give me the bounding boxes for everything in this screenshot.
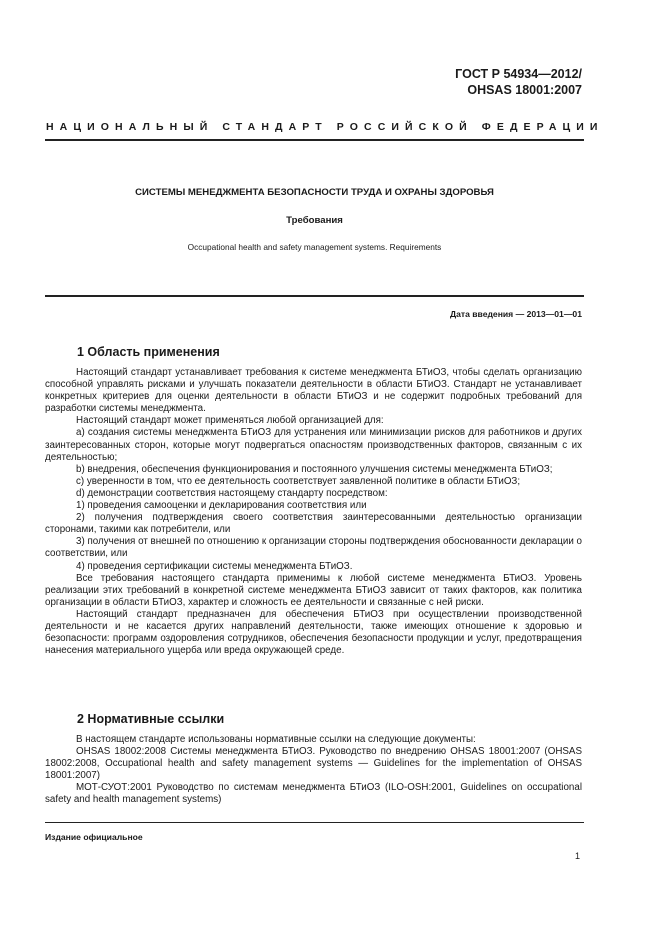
- list-item: 2) получения подтверждения своего соответствия заинтересованными деятельностью организации сторонами, такими как потребители, или: [45, 512, 582, 536]
- document-title: СИСТЕМЫ МЕНЕДЖМЕНТА БЕЗОПАСНОСТИ ТРУДА И ОХРАНЫ ЗДОРОВЬЯ: [135, 187, 494, 198]
- section-2-heading: 2 Нормативные ссылки: [77, 712, 225, 726]
- standard-code-line-2: OHSAS 18001:2007: [467, 83, 582, 97]
- paragraph: Настоящий стандарт может применяться любой организацией для:: [76, 415, 384, 427]
- list-item: а) создания системы менеджмента БТиОЗ для устранения или минимизации рисков для работников и других заинтересованных сторон, которые могут подвергаться опасностям производственных факторов, связанным с их деятельностью;: [45, 427, 582, 463]
- paragraph: Настоящий стандарт устанавливает требования к системе менеджмента БТиОЗ, чтобы сделать организацию способной управлять рисками и улучшать показатели деятельности в области БТиОЗ. Стандарт не устанавливает конкретных критериев для оценки деятельности в области БТиОЗ и не содержит подробных требований для разработки системы менеджмента.: [45, 367, 582, 415]
- section-1-body: [45, 367, 582, 657]
- list-item: 3) получения от внешней по отношению к организации стороны подтверждения обоснованности декларации о соответствии, или: [45, 536, 582, 560]
- header-rule: [45, 139, 584, 141]
- list-item: b) внедрения, обеспечения функционирования и постоянного улучшения системы менеджмента БТиОЗ;: [76, 463, 553, 475]
- list-item: d) демонстрации соответствия настоящему стандарту посредством:: [76, 487, 388, 499]
- paragraph: Настоящий стандарт предназначен для обеспечения БТиОЗ при осуществлении производственной деятельности и не касается других направлений деятельности, также имеющих отношение к здоровью и безопасности: программ оздоровления сотрудников, обеспечения безопасности продукции и услуг, предотвращения нанесения материального ущерба или вреда окружающей среде.: [45, 608, 582, 657]
- introduction-date: Дата введения — 2013—01—01: [449, 309, 582, 319]
- paragraph: В настоящем стандарте использованы нормативные ссылки на следующие документы:: [76, 734, 476, 745]
- page-number: 1: [574, 851, 580, 861]
- list-item: 4) проведения сертификации системы менеджмента БТиОЗ.: [76, 560, 353, 572]
- english-title: Occupational health and safety management systems. Requirements: [187, 242, 442, 252]
- paragraph: Все требования настоящего стандарта применимы к любой системе менеджмента БТиОЗ. Уровень реализации этих требований в конкретной системе менеджмента БТиОЗ зависит от таких факторов, как политика организации в области БТиОЗ, характер и сложность ее деятельности и связанные с ней риски.: [45, 572, 582, 608]
- standard-code: [455, 66, 582, 98]
- title-rule: [45, 295, 584, 297]
- section-2-body: [45, 734, 582, 807]
- section-1-heading: 1 Область применения: [77, 345, 220, 359]
- standard-code-line-1: ГОСТ Р 54934—2012/: [455, 67, 582, 81]
- document-subtitle: Требования: [286, 215, 343, 226]
- official-edition-label: Издание официальное: [45, 832, 143, 842]
- list-item: c) уверенности в том, что ее деятельность соответствует заявленной политике в области БТиОЗ;: [76, 475, 521, 487]
- list-item: 1) проведения самооценки и декларирования соответствия или: [76, 500, 367, 512]
- footer-rule: [45, 822, 584, 823]
- national-standard-banner: НАЦИОНАЛЬНЫЙ СТАНДАРТ РОССИЙСКОЙ ФЕДЕРАЦИИ: [46, 121, 604, 133]
- reference-item: МОТ-СУОТ:2001 Руководство по системам менеджмента БТиОЗ (ILO-OSH:2001, Guidelines on occupational safety and health management systems): [45, 782, 582, 806]
- reference-item: OHSAS 18002:2008 Системы менеджмента БТиОЗ. Руководство по внедрению OHSAS 18001:2007 (OHSAS 18002:2008, Occupational health and safety management systems — Guidelines for the implementation of OHSAS 18001:2007): [45, 746, 582, 782]
